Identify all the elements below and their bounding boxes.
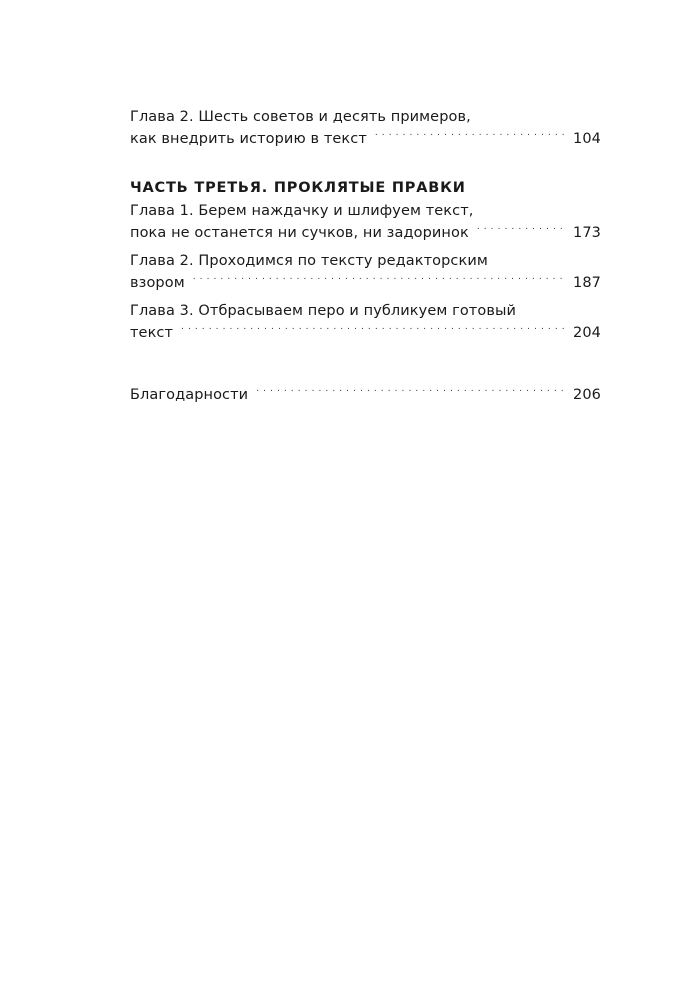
dot-leader: [375, 129, 567, 143]
toc-entry-page-number: 206: [573, 387, 601, 403]
toc-entry-title-line-2-row: [130, 128, 601, 150]
toc-entry-title-line-2: взором: [130, 275, 185, 291]
toc-entry-page-number: 187: [573, 275, 601, 291]
toc-entry-title-line-1: Глава 2. Шесть советов и десять примеров,: [130, 109, 471, 125]
toc-entry-title-line-2: пока не останется ни сучков, ни задоринок: [130, 225, 469, 241]
toc-entry-title-line-2-row: [130, 222, 601, 244]
toc-entry-acknowledgements[interactable]: [130, 384, 601, 406]
toc-entry-title-row: [130, 384, 601, 406]
toc-entry-part3-chapter-1[interactable]: [130, 200, 601, 244]
toc-entry-part3-chapter-2[interactable]: [130, 250, 601, 294]
part-three-heading: ЧАСТЬ ТРЕТЬЯ. ПРОКЛЯТЫЕ ПРАВКИ: [130, 180, 466, 196]
dot-leader: [181, 323, 567, 337]
toc-entry-title-line-1: Глава 2. Проходимся по тексту редакторским: [130, 253, 488, 269]
dot-leader: [193, 273, 567, 287]
toc-entry-title-line-1: Глава 1. Берем наждачку и шлифуем текст,: [130, 203, 474, 219]
toc-entry-chapter-2-stories[interactable]: [130, 106, 601, 150]
toc-entry-page-number: 104: [573, 131, 601, 147]
toc-entry-title-line-2: как внедрить историю в текст: [130, 131, 367, 147]
toc-entry-title-line-2-row: [130, 322, 601, 344]
toc-entry-page-number: 204: [573, 325, 601, 341]
dot-leader: [477, 223, 567, 237]
toc-entry-title-line-2-row: [130, 272, 601, 294]
toc-entry-title: Благодарности: [130, 387, 249, 403]
toc-entry-title-line-2: текст: [130, 325, 174, 341]
table-of-contents: [130, 106, 601, 406]
dot-leader: [256, 385, 567, 399]
toc-entry-title-line-1: Глава 3. Отбрасываем перо и публикуем готовый: [130, 303, 517, 319]
toc-entry-page-number: 173: [573, 225, 601, 241]
toc-entry-part3-chapter-3[interactable]: [130, 300, 601, 344]
